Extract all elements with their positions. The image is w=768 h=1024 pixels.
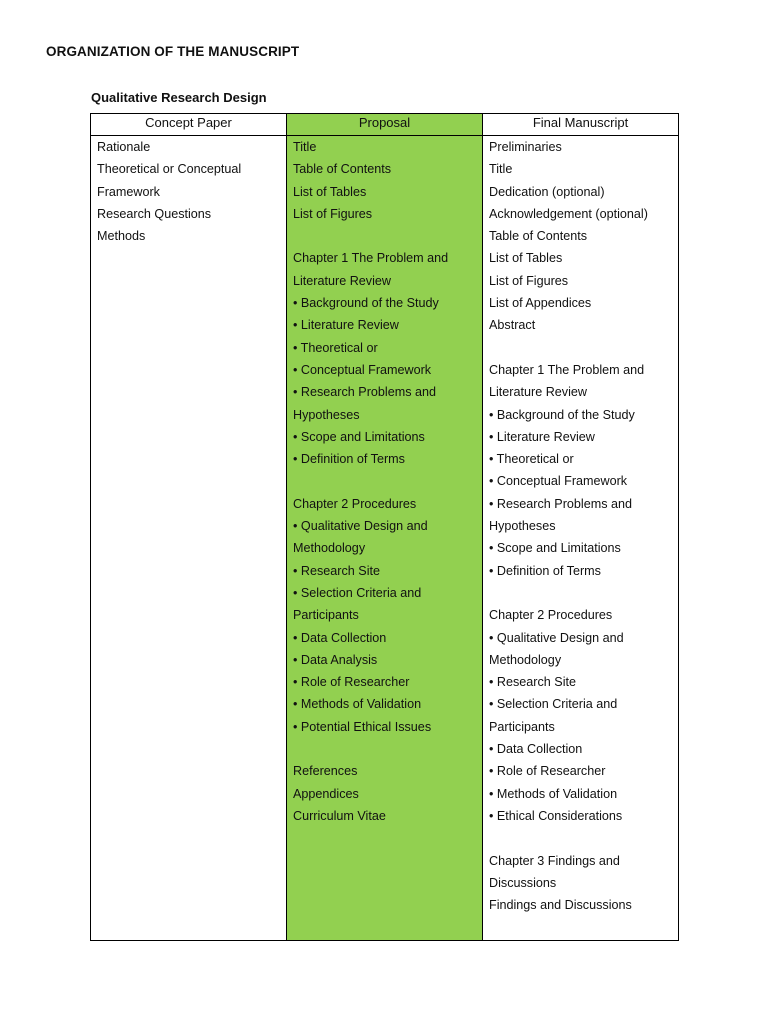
outline-line: Title xyxy=(489,162,513,177)
outline-line: • Conceptual Framework xyxy=(489,474,628,489)
outline-line xyxy=(489,582,672,604)
manuscript-outline-table xyxy=(90,113,679,941)
outline-line: References xyxy=(293,764,358,779)
outline-line xyxy=(293,225,476,247)
outline-line: List of Tables xyxy=(293,184,367,199)
outline-line: • Research Site xyxy=(293,563,381,578)
outline-line: Table of Contents xyxy=(293,162,392,177)
outline-line: Table of Contents xyxy=(489,229,588,244)
outline-line: Framework xyxy=(97,184,160,199)
outline-line: • Qualitative Design and xyxy=(293,519,428,534)
outline-line: • Research Problems and xyxy=(293,385,437,400)
outline-line: • Literature Review xyxy=(489,429,595,444)
proposal-column xyxy=(287,114,483,940)
outline-line: • Data Analysis xyxy=(293,652,378,667)
outline-line: • Methods of Validation xyxy=(489,786,618,801)
outline-line: Discussions xyxy=(489,875,557,890)
column-body xyxy=(287,136,482,827)
outline-line: Research Questions xyxy=(97,206,212,221)
outline-line: • Scope and Limitations xyxy=(489,541,621,556)
outline-line xyxy=(293,738,476,760)
outline-line: Appendices xyxy=(293,786,359,801)
outline-line: Chapter 1 The Problem and xyxy=(293,251,449,266)
outline-line: Methodology xyxy=(489,652,562,667)
outline-line: • Methods of Validation xyxy=(293,697,422,712)
outline-line: Participants xyxy=(293,608,359,623)
final-manuscript-column xyxy=(483,114,678,940)
outline-line: • Research Site xyxy=(489,675,577,690)
outline-line: Curriculum Vitae xyxy=(293,808,386,823)
outline-line: • Data Collection xyxy=(293,630,387,645)
outline-line: • Scope and Limitations xyxy=(293,429,425,444)
outline-line: • Conceptual Framework xyxy=(293,362,432,377)
outline-line: Acknowledgement (optional) xyxy=(489,206,648,221)
outline-line: • Theoretical or xyxy=(489,452,574,467)
outline-line: List of Figures xyxy=(489,273,569,288)
outline-line: Literature Review xyxy=(489,385,587,400)
column-header: Proposal xyxy=(287,114,482,136)
outline-line: • Definition of Terms xyxy=(293,452,405,467)
outline-line xyxy=(489,827,672,849)
outline-line: Theoretical or Conceptual xyxy=(97,162,242,177)
outline-line: Hypotheses xyxy=(293,407,360,422)
concept-paper-column xyxy=(91,114,287,940)
document-title: ORGANIZATION OF THE MANUSCRIPT xyxy=(46,44,300,59)
column-header: Concept Paper xyxy=(91,114,286,136)
outline-line: Chapter 2 Procedures xyxy=(293,496,417,511)
outline-line: Abstract xyxy=(489,318,536,333)
section-title: Qualitative Research Design xyxy=(91,90,267,105)
outline-line: List of Appendices xyxy=(489,296,592,311)
outline-line: • Role of Researcher xyxy=(293,675,410,690)
outline-line: • Definition of Terms xyxy=(489,563,601,578)
outline-line: Literature Review xyxy=(293,273,391,288)
outline-line: Chapter 3 Findings and xyxy=(489,853,620,868)
outline-line xyxy=(489,337,672,359)
outline-line: • Selection Criteria and xyxy=(293,585,422,600)
outline-line: • Selection Criteria and xyxy=(489,697,618,712)
outline-line xyxy=(293,470,476,492)
outline-line: Findings and Discussions xyxy=(489,898,632,913)
outline-line: • Literature Review xyxy=(293,318,399,333)
outline-line: • Theoretical or xyxy=(293,340,378,355)
outline-line: Participants xyxy=(489,719,555,734)
outline-line: Chapter 1 The Problem and xyxy=(489,362,645,377)
column-body xyxy=(483,136,678,916)
outline-line: • Research Problems and xyxy=(489,496,633,511)
outline-line: • Background of the Study xyxy=(489,407,635,422)
outline-line: Dedication (optional) xyxy=(489,184,605,199)
outline-line: Hypotheses xyxy=(489,519,556,534)
outline-line: • Background of the Study xyxy=(293,296,439,311)
outline-line: Title xyxy=(293,140,317,154)
outline-line: • Role of Researcher xyxy=(489,764,606,779)
outline-line: List of Figures xyxy=(293,206,373,221)
column-body xyxy=(91,136,286,247)
outline-line: • Ethical Considerations xyxy=(489,808,623,823)
outline-line: List of Tables xyxy=(489,251,563,266)
outline-line: Preliminaries xyxy=(489,140,562,154)
column-header: Final Manuscript xyxy=(483,114,678,136)
outline-line: • Data Collection xyxy=(489,742,583,757)
outline-line: • Qualitative Design and xyxy=(489,630,624,645)
outline-line: Methods xyxy=(97,229,146,244)
outline-line: Methodology xyxy=(293,541,366,556)
outline-line: Rationale xyxy=(97,140,151,154)
outline-line: • Potential Ethical Issues xyxy=(293,719,432,734)
outline-line: Chapter 2 Procedures xyxy=(489,608,613,623)
